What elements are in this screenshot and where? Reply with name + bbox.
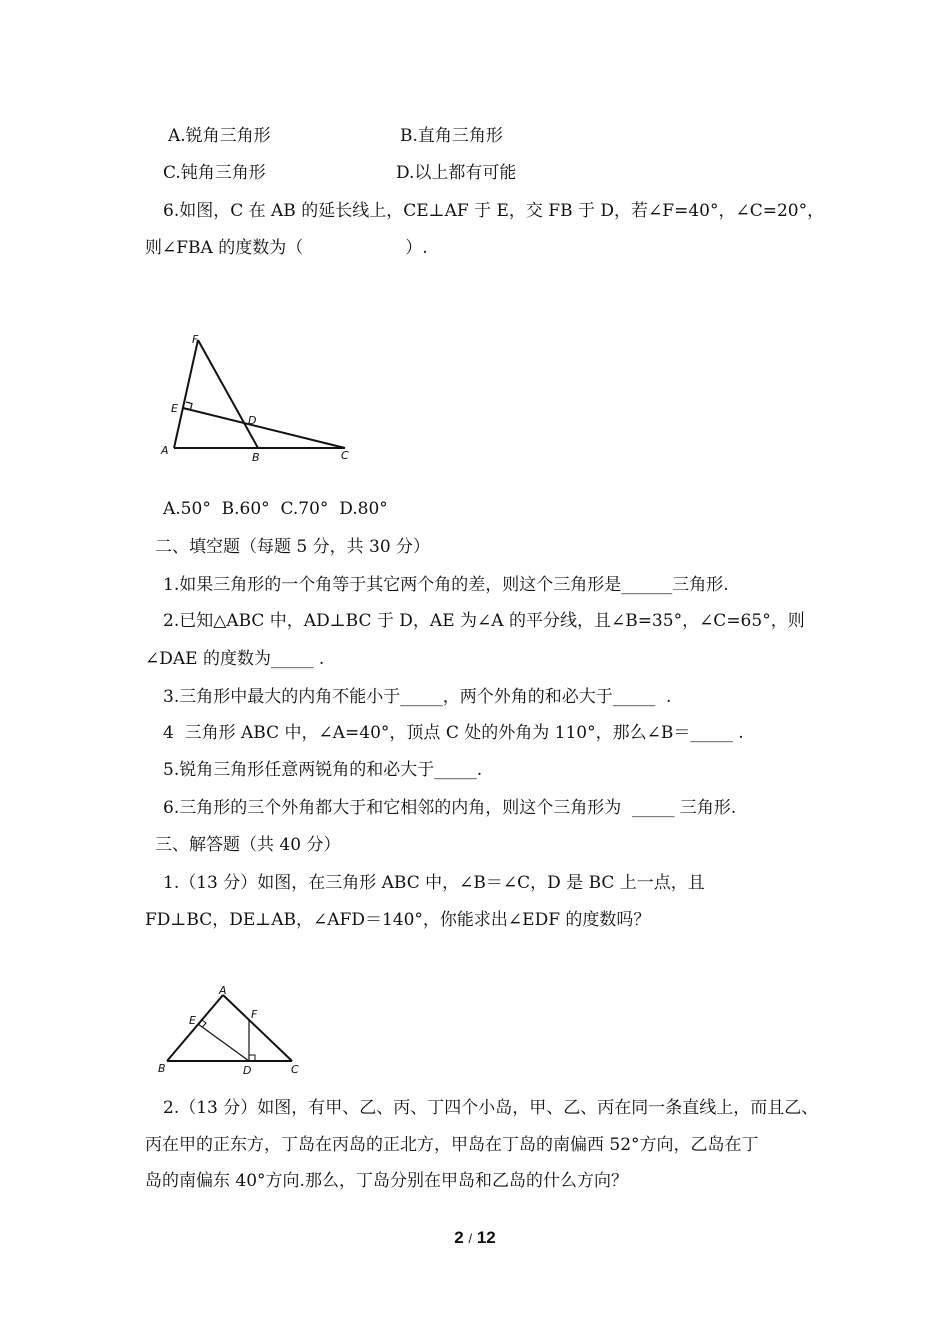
label-e: E (171, 402, 178, 415)
fill-q2-line1: 2.已知△ABC 中，AD⊥BC 于 D，AE 为∠A 的平分线，且∠B=35°，∠C=65°，则 (163, 611, 805, 631)
fill-q4: 4 三角形 ABC 中，∠A=40°，顶点 C 处的外角为 110°，那么∠B＝_____ . (163, 723, 744, 743)
q6-text-line2: 则∠FBA 的度数为（ ）. (145, 238, 428, 258)
q6-options: A.50° B.60° C.70° D.80° (163, 499, 388, 519)
option-b: B.直角三角形 (400, 126, 503, 146)
segment-ac (223, 995, 292, 1061)
answer-q1-line1: 1.（13 分）如图，在三角形 ABC 中，∠B＝∠C，D 是 BC 上一点，且 (163, 873, 705, 893)
fill-q2-line2: ∠DAE 的度数为_____ . (145, 649, 325, 669)
label-b: B (252, 451, 260, 464)
fill-q3: 3.三角形中最大的内角不能小于_____，两个外角的和必大于_____ . (163, 687, 672, 707)
label-c: C (291, 1063, 299, 1076)
fill-q5: 5.锐角三角形任意两锐角的和必大于_____. (163, 760, 483, 780)
label-d: D (248, 414, 257, 427)
page-number (0, 1228, 950, 1248)
label-d: D (243, 1064, 252, 1077)
label-c: C (341, 449, 349, 462)
label-a: A (219, 984, 227, 997)
section2-heading: 二、填空题（每题 5 分，共 30 分） (155, 537, 431, 557)
figure-q6-triangle (155, 330, 365, 465)
figure-q1-triangle (155, 980, 305, 1080)
page-separator: / (468, 1231, 473, 1246)
segment-fb (198, 340, 258, 448)
fill-q1: 1.如果三角形的一个角等于其它两个角的差，则这个三角形是______三角形. (163, 575, 729, 595)
section3-heading: 三、解答题（共 40 分） (155, 835, 341, 855)
page-total: 12 (476, 1228, 496, 1247)
segment-ab (167, 995, 223, 1061)
answer-q2-line3: 岛的南偏东 40°方向.那么，丁岛分别在甲岛和乙岛的什么方向？ (145, 1171, 628, 1191)
label-f: F (251, 1008, 258, 1021)
answer-q2-line2: 丙在甲的正东方，丁岛在丙岛的正北方，甲岛在丁岛的南偏西 52°方向，乙岛在丁 (145, 1135, 759, 1155)
answer-q2-line1: 2.（13 分）如图，有甲、乙、丙、丁四个小岛，甲、乙、丙在同一条直线上，而且乙、 (163, 1098, 819, 1118)
right-angle-mark-e (202, 1020, 206, 1027)
option-c: C.钝角三角形 (163, 163, 266, 183)
option-d: D.以上都有可能 (396, 163, 517, 183)
option-a: A.锐角三角形 (168, 126, 271, 146)
page-current: 2 (454, 1228, 464, 1247)
segment-ec (183, 408, 345, 448)
label-e: E (189, 1014, 196, 1027)
fill-q6: 6.三角形的三个外角都大于和它相邻的内角，则这个三角形为 _____ 三角形. (163, 798, 737, 818)
answer-q1-line2: FD⊥BC，DE⊥AB，∠AFD＝140°，你能求出∠EDF 的度数吗？ (145, 910, 651, 930)
segment-af (174, 340, 198, 448)
segment-ed (198, 1024, 249, 1061)
q6-text-line1: 6.如图，C 在 AB 的延长线上，CE⊥AF 于 E，交 FB 于 D，若∠F=40°，∠C=20°， (163, 201, 825, 221)
label-f: F (192, 333, 199, 346)
label-a: A (161, 444, 169, 457)
label-b: B (158, 1062, 166, 1075)
